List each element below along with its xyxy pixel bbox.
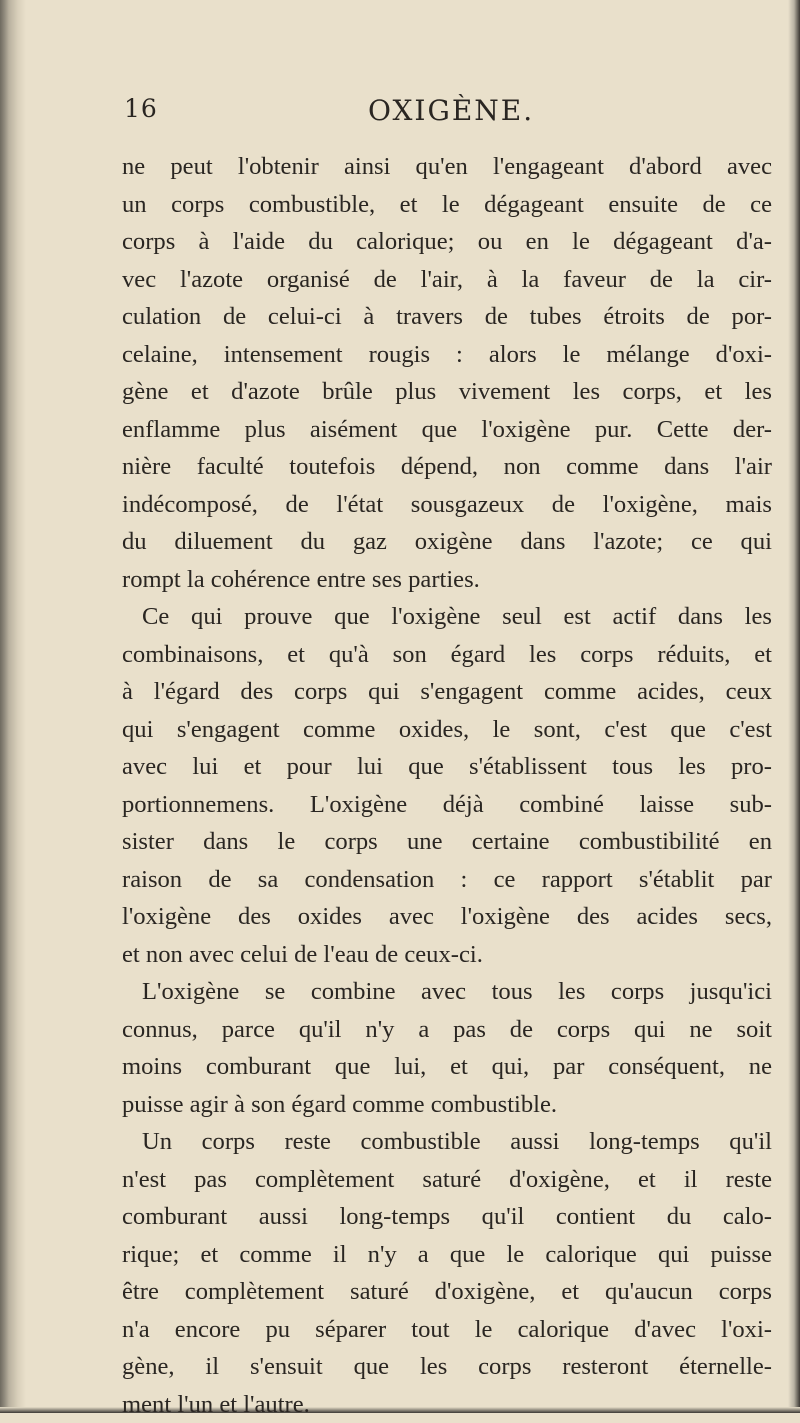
text-line: indécomposé, de l'état sousgazeux de l'oxigène, mais bbox=[122, 486, 772, 524]
text-line: n'a encore pu séparer tout le calorique d'avec l'oxi- bbox=[122, 1311, 772, 1349]
text-line: celaine, intensement rougis : alors le mélange d'oxi- bbox=[122, 336, 772, 374]
text-line: rompt la cohérence entre ses parties. bbox=[122, 561, 772, 599]
text-line: Ce qui prouve que l'oxigène seul est actif dans les bbox=[122, 598, 772, 636]
paragraph-4 bbox=[122, 1123, 772, 1423]
text-line: rique; et comme il n'y a que le calorique qui puisse bbox=[122, 1236, 772, 1274]
text-line: portionnemens. L'oxigène déjà combiné laisse sub- bbox=[122, 786, 772, 824]
paragraph-1 bbox=[122, 148, 772, 598]
paragraph-3 bbox=[122, 973, 772, 1123]
text-line: vec l'azote organisé de l'air, à la faveur de la cir- bbox=[122, 261, 772, 299]
text-line: avec lui et pour lui que s'établissent tous les pro- bbox=[122, 748, 772, 786]
text-line: sister dans le corps une certaine combustibilité en bbox=[122, 823, 772, 861]
text-line: L'oxigène se combine avec tous les corps jusqu'ici bbox=[122, 973, 772, 1011]
text-line: n'est pas complètement saturé d'oxigène, et il reste bbox=[122, 1161, 772, 1199]
text-line: ment l'un et l'autre. bbox=[122, 1386, 772, 1423]
text-line: corps à l'aide du calorique; ou en le dégageant d'a- bbox=[122, 223, 772, 261]
text-line: un corps combustible, et le dégageant ensuite de ce bbox=[122, 186, 772, 224]
page-right-edge bbox=[788, 0, 800, 1413]
text-line: ne peut l'obtenir ainsi qu'en l'engageant d'abord avec bbox=[122, 148, 772, 186]
text-line: connus, parce qu'il n'y a pas de corps qui ne soit bbox=[122, 1011, 772, 1049]
text-line: comburant aussi long-temps qu'il contient du calo- bbox=[122, 1198, 772, 1236]
paragraph-2 bbox=[122, 598, 772, 973]
text-line: à l'égard des corps qui s'engagent comme acides, ceux bbox=[122, 673, 772, 711]
text-line: Un corps reste combustible aussi long-temps qu'il bbox=[122, 1123, 772, 1161]
text-line: combinaisons, et qu'à son égard les corps réduits, et bbox=[122, 636, 772, 674]
text-line: gène et d'azote brûle plus vivement les corps, et les bbox=[122, 373, 772, 411]
text-line: raison de sa condensation : ce rapport s'établit par bbox=[122, 861, 772, 899]
text-line: enflamme plus aisément que l'oxigène pur. Cette der- bbox=[122, 411, 772, 449]
page-number: 16 bbox=[124, 94, 158, 123]
text-line: être complètement saturé d'oxigène, et qu'aucun corps bbox=[122, 1273, 772, 1311]
text-line: qui s'engagent comme oxides, le sont, c'est que c'est bbox=[122, 711, 772, 749]
book-page bbox=[122, 88, 772, 1423]
running-title: OXIGÈNE. bbox=[368, 94, 534, 127]
page-header bbox=[122, 88, 772, 132]
text-line: culation de celui-ci à travers de tubes étroits de por- bbox=[122, 298, 772, 336]
text-line: l'oxigène des oxides avec l'oxigène des acides secs, bbox=[122, 898, 772, 936]
text-line: du diluement du gaz oxigène dans l'azote; ce qui bbox=[122, 523, 772, 561]
text-line: moins comburant que lui, et qui, par conséquent, ne bbox=[122, 1048, 772, 1086]
text-line: puisse agir à son égard comme combustible. bbox=[122, 1086, 772, 1124]
book-gutter-shadow bbox=[0, 0, 26, 1413]
body-text bbox=[122, 148, 772, 1423]
text-line: et non avec celui de l'eau de ceux-ci. bbox=[122, 936, 772, 974]
text-line: nière faculté toutefois dépend, non comme dans l'air bbox=[122, 448, 772, 486]
text-line: gène, il s'ensuit que les corps resteront éternelle- bbox=[122, 1348, 772, 1386]
